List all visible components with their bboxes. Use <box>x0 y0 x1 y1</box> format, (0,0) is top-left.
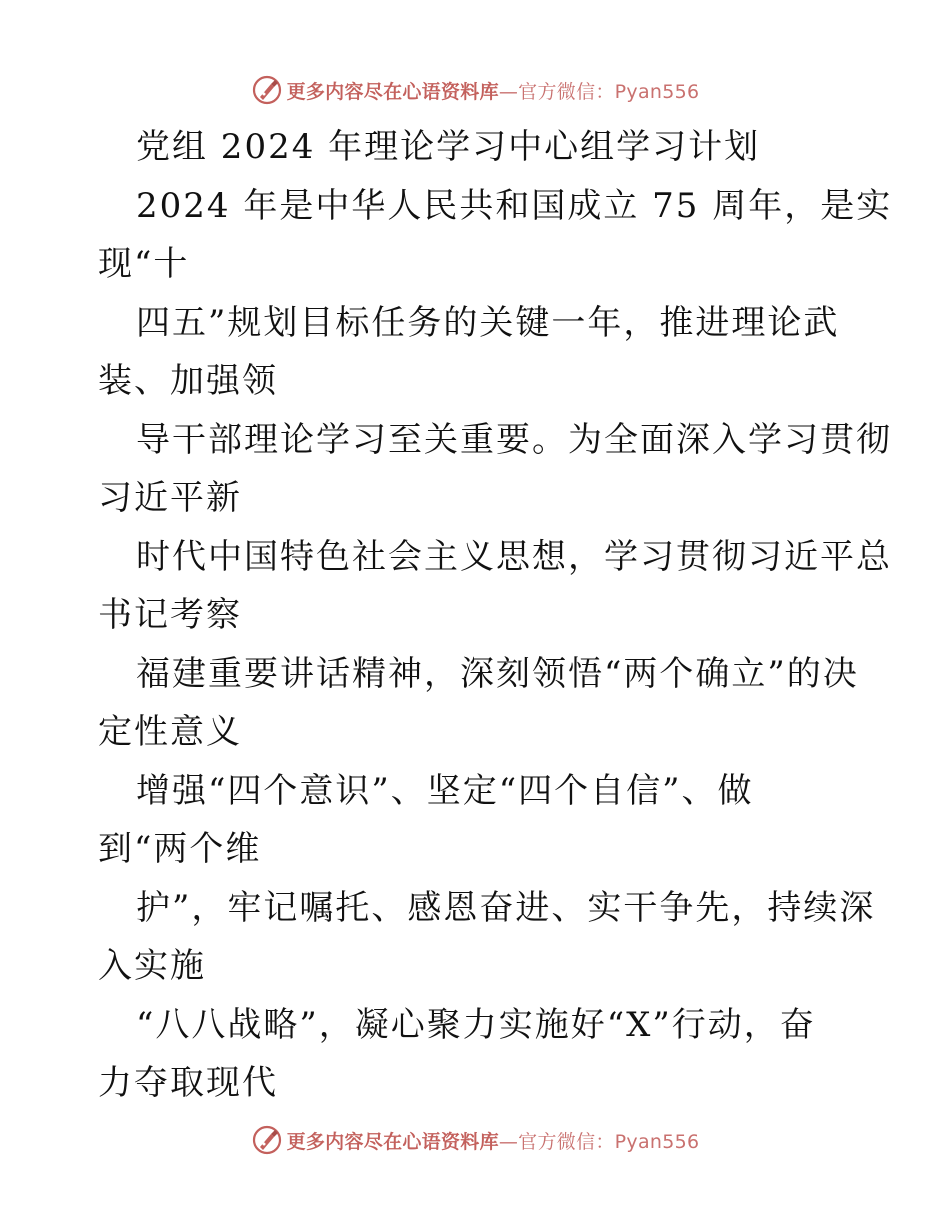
text-line: 导干部理论学习至关重要。为全面深入学习贯彻 <box>136 419 892 460</box>
text-line: 装、加强领 <box>98 361 278 401</box>
text-line: 书记考察 <box>98 595 242 635</box>
text-line: 2024 年是中华人民共和国成立 75 周年，是实 <box>136 185 893 226</box>
text-line: 力夺取现代 <box>98 1063 278 1103</box>
watermark-text-rest: —官方微信：Pyan556 <box>498 1130 700 1153</box>
watermark-text <box>287 77 700 104</box>
text-line: 到“两个维 <box>98 829 262 869</box>
watermark-text-bold: 更多内容尽在心语资料库 <box>286 1130 499 1153</box>
text-line: 增强“四个意识”、坚定“四个自信”、做 <box>136 770 754 811</box>
pen-logo-icon <box>251 74 283 106</box>
watermark-text-bold: 更多内容尽在心语资料库 <box>286 80 499 103</box>
watermark-banner-top <box>0 70 950 110</box>
text-line: 福建重要讲话精神，深刻领悟“两个确立”的决 <box>136 653 859 694</box>
watermark-text-rest: —官方微信：Pyan556 <box>498 80 700 103</box>
text-line: 现“十 <box>98 244 190 284</box>
document-body <box>98 118 893 1113</box>
watermark-banner-bottom <box>0 1120 950 1160</box>
document-title: 党组 2024 年理论学习中心组学习计划 <box>136 127 761 167</box>
text-line: 护”，牢记嘱托、感恩奋进、实干争先，持续深 <box>136 887 876 928</box>
text-line: 四五”规划目标任务的关键一年，推进理论武 <box>136 302 840 343</box>
text-line: 时代中国特色社会主义思想，学习贯彻习近平总 <box>136 536 892 577</box>
text-line: 习近平新 <box>98 478 242 518</box>
text-line: “八八战略”，凝心聚力实施好“X”行动，奋 <box>136 1004 816 1045</box>
text-line: 入实施 <box>98 946 206 986</box>
pen-logo-icon <box>251 1124 283 1156</box>
watermark-text <box>287 1127 700 1154</box>
text-line: 定性意义 <box>98 712 242 752</box>
